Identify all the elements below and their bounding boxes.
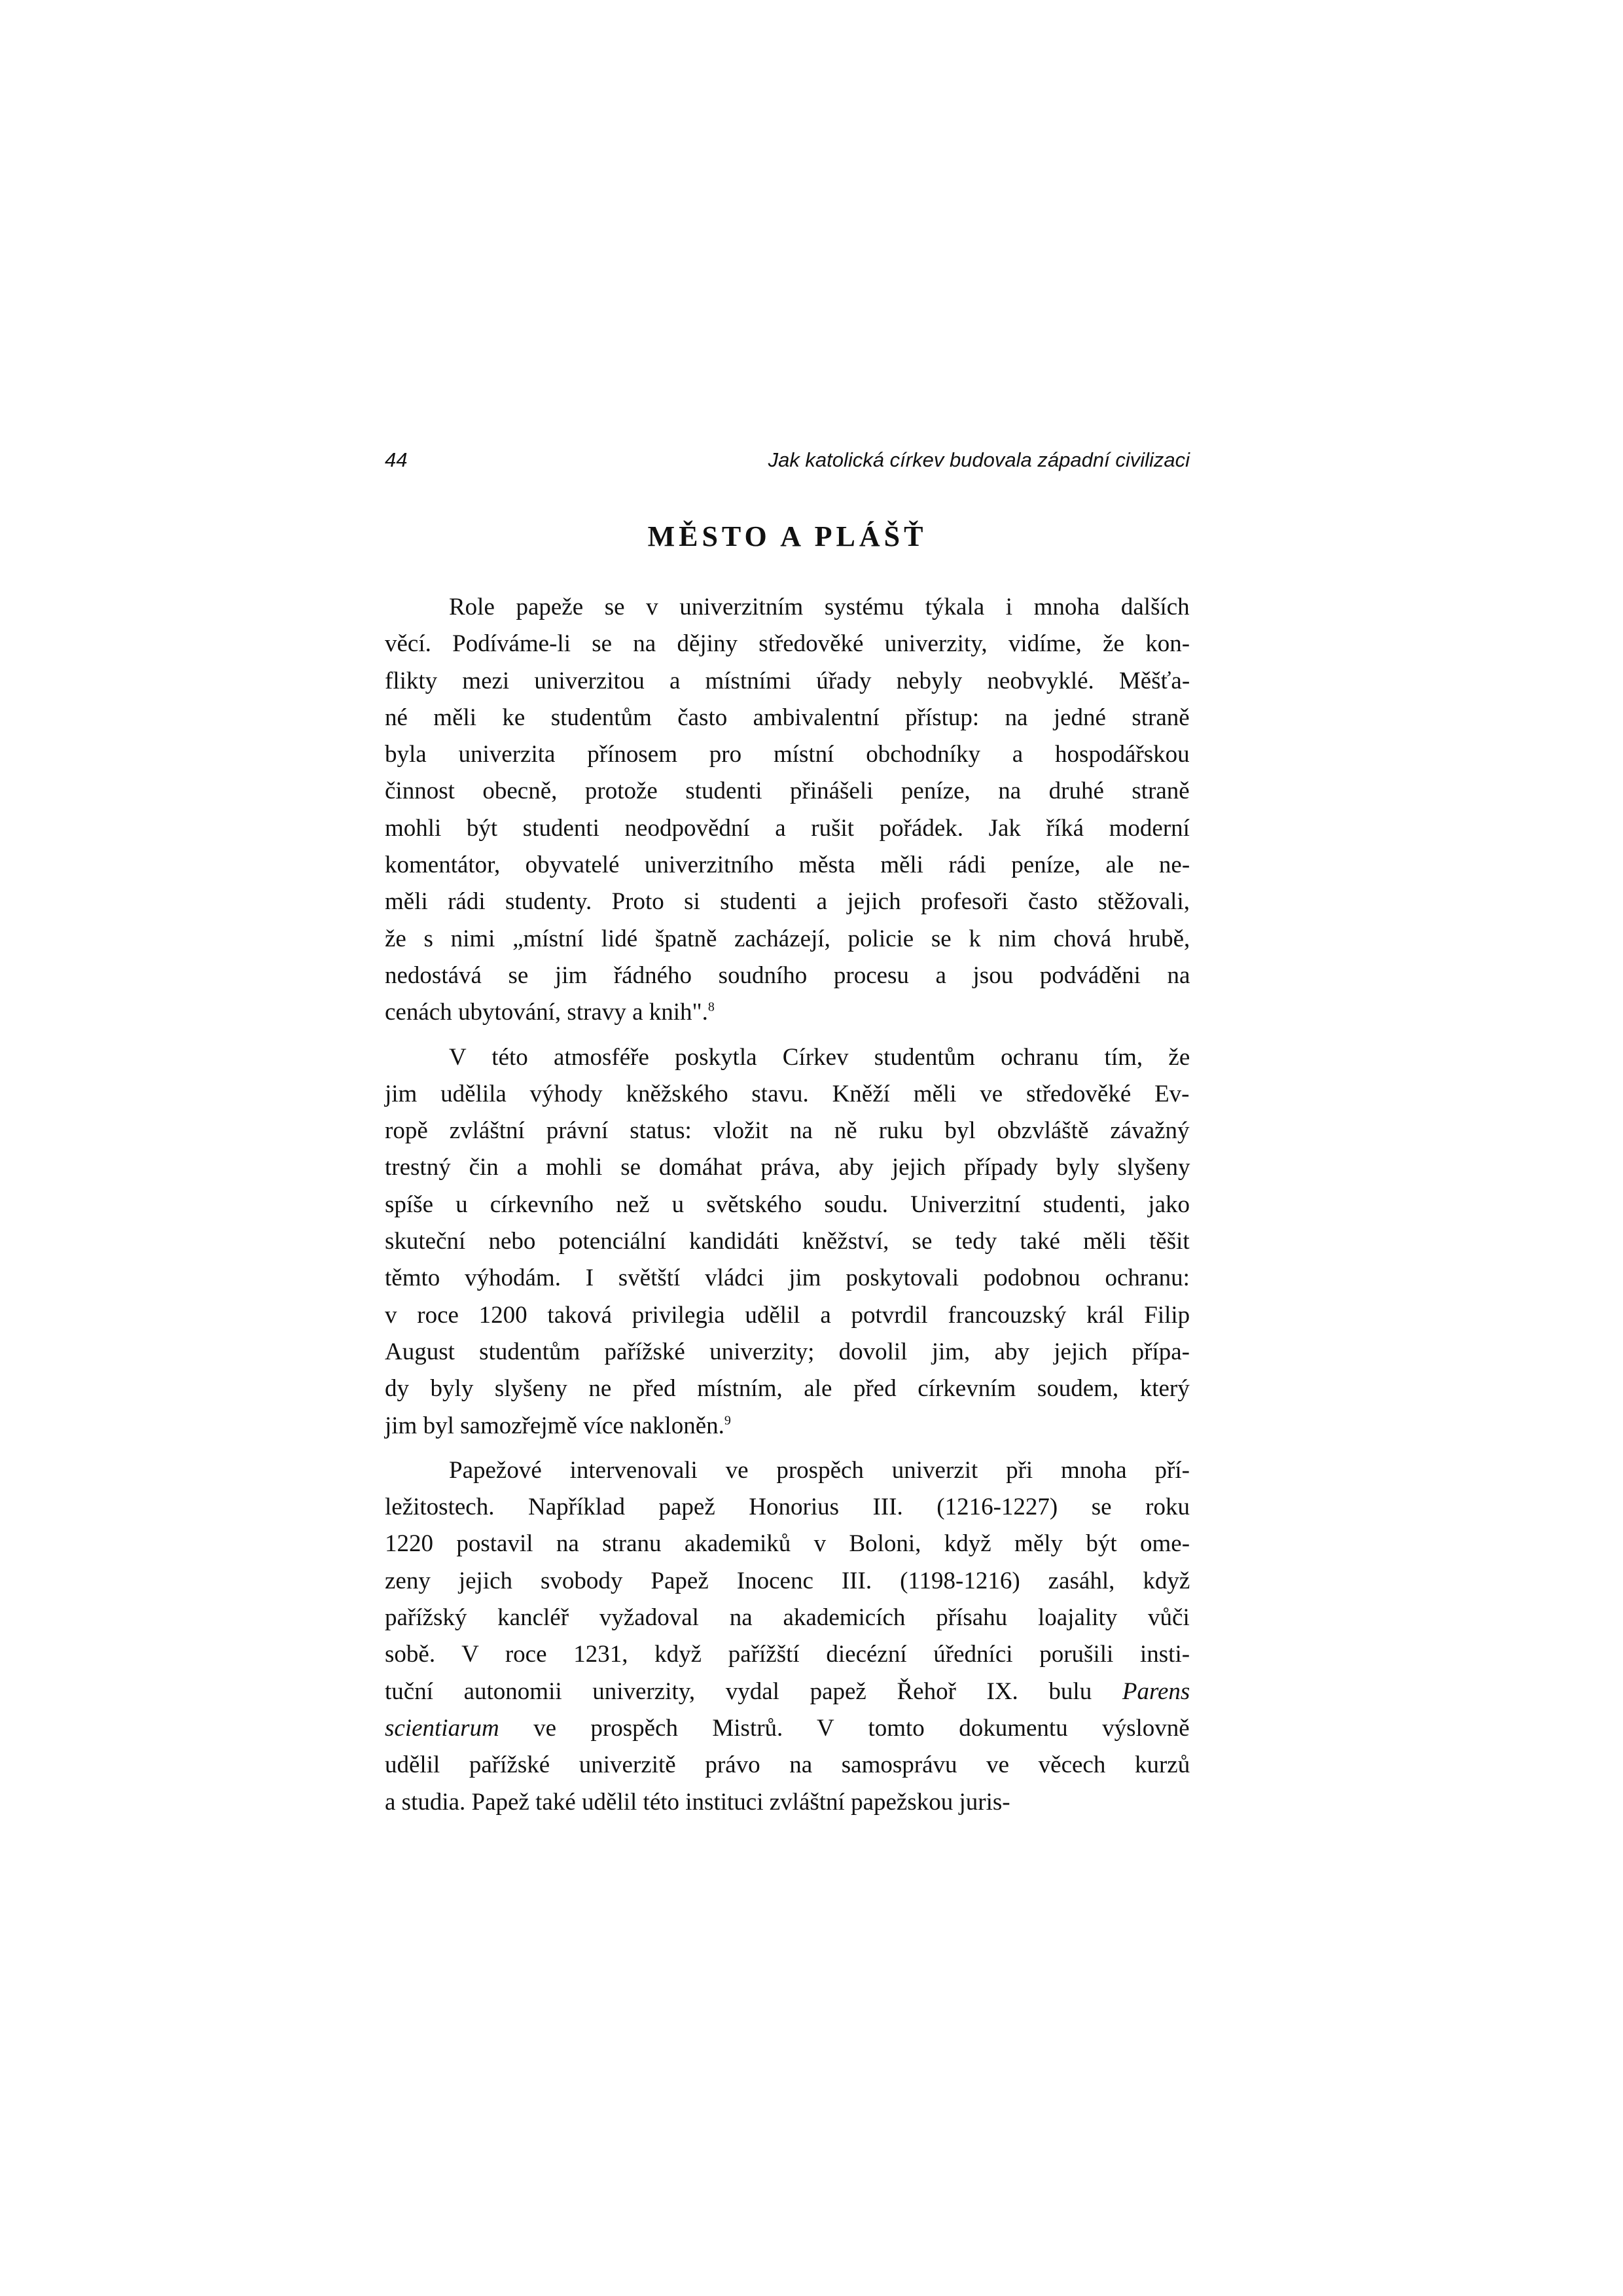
italic-title-part: scientiarum xyxy=(385,1714,499,1742)
footnote-marker: 8 xyxy=(707,999,715,1014)
text-line: jim udělila výhody kněžského stavu. Kněží měli ve středověké Ev- xyxy=(385,1080,1190,1107)
italic-title-part: Parens xyxy=(1122,1677,1190,1705)
paragraph-2 xyxy=(385,1039,1190,1444)
text-line: 1220 postavil na stranu akademiků v Boloni, když měly být ome- xyxy=(385,1530,1190,1558)
chapter-title: MĚSTO A PLÁŠŤ xyxy=(647,520,927,552)
text-line: dy byly slyšeny ne před místním, ale před církevním soudem, který xyxy=(385,1375,1190,1403)
text-line: ležitostech. Například papež Honorius III. (1216-1227) se roku xyxy=(385,1494,1190,1521)
running-head xyxy=(385,444,1190,476)
text-line: nedostává se jim řádného soudního procesu a jsou podváděni na xyxy=(385,961,1190,989)
running-title: Jak katolická církev budovala západní civilizaci xyxy=(768,448,1190,471)
text-line: spíše u církevního než u světského soudu. Univerzitní studenti, jako xyxy=(385,1191,1190,1218)
text-line: sobě. V roce 1231, když pařížští diecézní úředníci porušili insti- xyxy=(385,1641,1190,1668)
text-line xyxy=(385,1408,1190,1444)
text-line: August studentům pařížské univerzity; dovolil jim, aby jejich přípa- xyxy=(385,1338,1190,1365)
paragraph-1 xyxy=(385,589,1190,1031)
text-line-content: ve prospěch Mistrů. V tomto dokumentu výslovně xyxy=(499,1714,1190,1742)
text-line: ropě zvláštní právní status: vložit na ně ruku byl obzvláště závažný xyxy=(385,1117,1190,1145)
text-line: Role papeže se v univerzitním systému týkala i mnoha dalších xyxy=(449,594,1190,620)
text-line xyxy=(385,1674,1190,1710)
text-line: těmto výhodám. I světští vládci jim poskytovali podobnou ochranu: xyxy=(385,1265,1190,1292)
text-line: flikty mezi univerzitou a místními úřady nebyly neobvyklé. Měšťa- xyxy=(385,667,1190,694)
text-line: mohli být studenti neodpovědní a rušit pořádek. Jak říká moderní xyxy=(385,814,1190,842)
text-line xyxy=(385,1710,1190,1747)
text-line: věcí. Podíváme-li se na dějiny středověké univerzity, vidíme, že kon- xyxy=(385,630,1190,658)
text-line: činnost obecně, protože studenti přinášeli peníze, na druhé straně xyxy=(385,778,1190,805)
text-line-content: tuční autonomii univerzity, vydal papež Řehoř IX. bulu xyxy=(385,1677,1092,1705)
text-line: a studia. Papež také udělil této instituci zvláštní papežskou juris- xyxy=(385,1788,1010,1816)
text-line: udělil pařížské univerzitě právo na samosprávu ve věcech kurzů xyxy=(385,1751,1190,1779)
paragraph-3 xyxy=(385,1452,1190,1821)
text-line: V této atmosféře poskytla Církev studentům ochranu tím, že xyxy=(449,1043,1190,1071)
text-line: trestný čin a mohli se domáhat práva, aby jejich případy byly slyšeny xyxy=(385,1154,1190,1181)
text-line: Papežové intervenovali ve prospěch univerzit při mnoha pří- xyxy=(449,1456,1190,1484)
text-line: měli rádi studenty. Proto si studenti a jejich profesoři často stěžovali, xyxy=(385,888,1190,916)
text-line xyxy=(385,994,1190,1031)
text-line: v roce 1200 taková privilegia udělil a potvrdil francouzský král Filip xyxy=(385,1301,1190,1329)
text-line: byla univerzita přínosem pro místní obchodníky a hospodářskou xyxy=(385,741,1190,768)
text-line: zeny jejich svobody Papež Inocenc III. (1198-1216) zasáhl, když xyxy=(385,1567,1190,1594)
text-line-content: jim byl samozřejmě více nakloněn. xyxy=(385,1412,724,1439)
text-line: né měli ke studentům často ambivalentní přístup: na jedné straně xyxy=(385,704,1190,731)
body-text xyxy=(385,589,1190,1829)
text-line: pařížský kancléř vyžadoval na akademicích přísahu loajality vůči xyxy=(385,1604,1190,1632)
text-line-content: cenách ubytování, stravy a knih". xyxy=(385,999,708,1026)
page-number: 44 xyxy=(385,448,408,471)
text-line: že s nimi „místní lidé špatně zacházejí, policie se k nim chová hrubě, xyxy=(385,925,1190,952)
footnote-marker: 9 xyxy=(724,1413,731,1428)
text-line: komentátor, obyvatelé univerzitního města měli rádi peníze, ale ne- xyxy=(385,852,1190,879)
text-line: skuteční nebo potenciální kandidáti kněžství, se tedy také měli těšit xyxy=(385,1228,1190,1255)
